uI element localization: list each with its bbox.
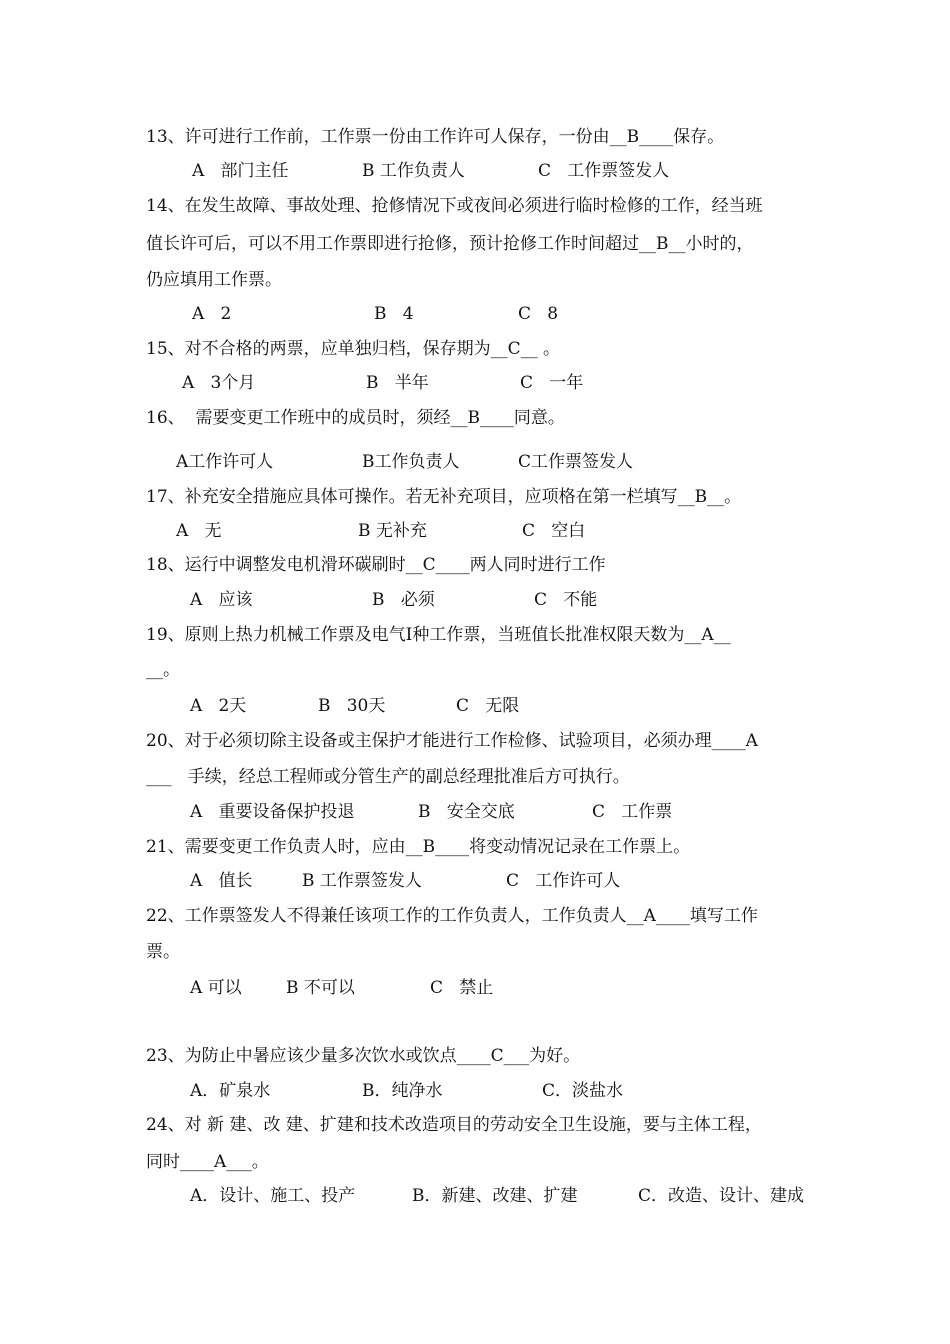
question-14-line-1: 14、在发生故障、事故处理、抢修情况下或夜间必须进行临时检修的工作，经当班 (146, 196, 763, 216)
question-17-option-b: B 无补充 (358, 521, 427, 541)
question-17-option-c: C 空白 (522, 521, 586, 541)
question-20-option-a: A 重要设备保护投退 (190, 802, 355, 822)
question-18-option-b: B 必须 (372, 590, 435, 610)
question-13-option-c: C 工作票签发人 (538, 161, 670, 181)
question-13-line-1: 13、许可进行工作前，工作票一份由工作许可人保存，一份由__B____保存。 (146, 127, 725, 147)
question-15-option-a: A 3个月 (182, 373, 256, 393)
question-16-option-b: B工作负责人 (362, 452, 460, 472)
question-24-line-1: 24、对 新 建、改 建、扩建和技术改造项目的劳动安全卫生设施，要与主体工程， (146, 1115, 762, 1135)
question-21-option-c: C 工作许可人 (506, 871, 621, 891)
question-23-option-c: C．淡盐水 (542, 1081, 624, 1101)
question-17-option-a: A 无 (176, 521, 222, 541)
question-16-option-c: C工作票签发人 (518, 452, 634, 472)
question-21-option-b: B 工作票签发人 (302, 871, 422, 891)
question-14-option-a: A 2 (192, 304, 232, 324)
question-14-option-b: B 4 (374, 304, 414, 324)
question-22-option-a: A 可以 (190, 978, 242, 998)
question-20-option-c: C 工作票 (592, 802, 673, 822)
question-22-option-c: C 禁止 (430, 978, 494, 998)
question-23-option-b: B．纯净水 (362, 1081, 443, 1101)
question-20-line-1: 20、对于必须切除主设备或主保护才能进行工作检修、试验项目，必须办理____A (146, 731, 758, 751)
question-14-option-c: C 8 (518, 304, 559, 324)
question-14-line-3: 仍应填用工作票。 (146, 270, 282, 290)
question-15-option-c: C 一年 (520, 373, 584, 393)
question-13-option-a: A 部门主任 (192, 161, 289, 181)
question-22-line-2: 票。 (146, 942, 180, 962)
question-13-option-b: B 工作负责人 (362, 161, 465, 181)
question-19-option-c: C 无限 (456, 696, 520, 716)
question-20-option-b: B 安全交底 (418, 802, 515, 822)
question-18-option-a: A 应该 (190, 590, 253, 610)
question-18-option-c: C 不能 (534, 590, 598, 610)
question-15-line-1: 15、对不合格的两票，应单独归档，保存期为__C__ 。 (146, 339, 561, 359)
question-17-line-1: 17、补充安全措施应具体可操作。若无补充项目，应项格在第一栏填写__B__。 (146, 487, 742, 507)
question-23-option-a: A．矿泉水 (190, 1081, 271, 1101)
question-19-option-a: A 2天 (190, 696, 247, 716)
question-22-option-b: B 不可以 (286, 978, 355, 998)
question-19-line-2: __。 (146, 660, 180, 680)
question-21-option-a: A 值长 (190, 871, 253, 891)
question-22-line-1: 22、工作票签发人不得兼任该项工作的工作负责人，工作负责人__A____填写工作 (146, 906, 758, 926)
question-21-line-1: 21、需要变更工作负责人时，应由__B____将变动情况记录在工作票上。 (146, 837, 691, 857)
question-14-line-2: 值长许可后，可以不用工作票即进行抢修，预计抢修工作时间超过__B__小时的， (146, 234, 754, 254)
question-24-option-c: C．改造、设计、建成 (638, 1186, 805, 1206)
question-20-line-2: ___ 手续，经总工程师或分管生产的副总经理批准后方可执行。 (146, 767, 630, 787)
question-16-line-1: 16、 需要变更工作班中的成员时，须经__B____同意。 (146, 408, 565, 428)
question-24-line-2: 同时____A___。 (146, 1152, 269, 1172)
question-16-option-a: A工作许可人 (176, 452, 274, 472)
question-19-option-b: B 30天 (318, 696, 386, 716)
question-18-line-1: 18、运行中调整发电机滑环碳刷时__C____两人同时进行工作 (146, 555, 606, 575)
question-24-option-b: B．新建、改建、扩建 (412, 1186, 578, 1206)
question-15-option-b: B 半年 (366, 373, 429, 393)
question-23-line-1: 23、为防止中暑应该少量多次饮水或饮点____C___为好。 (146, 1046, 581, 1066)
question-19-line-1: 19、原则上热力机械工作票及电气Ⅰ种工作票，当班值长批准权限天数为__A__ (146, 625, 731, 645)
question-24-option-a: A．设计、施工、投产 (190, 1186, 356, 1206)
